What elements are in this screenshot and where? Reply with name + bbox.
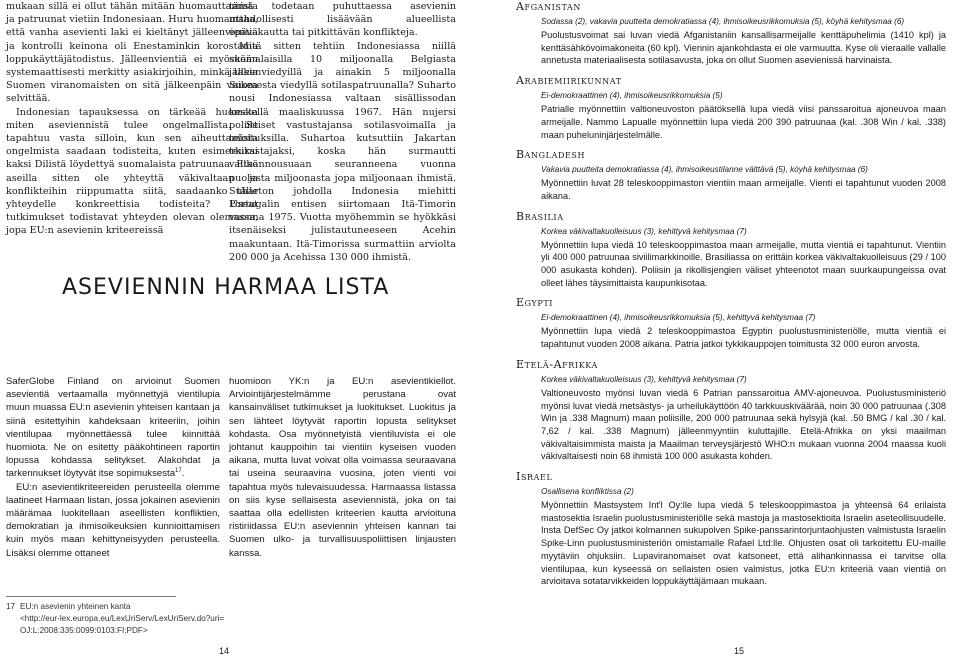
footnote-divider — [6, 596, 176, 597]
paragraph — [6, 375, 220, 481]
country-criteria: Korkea väkivaltakuolleisuus (3), kehittyvä kehitysmaa (7) — [541, 374, 747, 384]
country-entry — [516, 470, 946, 588]
country-description: Myönnettiin lupa viedä 2 teleskooppimastoa Egyptin puolustusministeriölle, mutta vientiä ei tapahtunut vuoden 2008 aikana. Patria jatkoi tykkikauppojen toimitusta 32 000 euron arvosta. — [541, 326, 946, 350]
footnote-marker: 17 — [175, 468, 182, 475]
page-number-left: 14 — [219, 646, 230, 656]
country-entry — [516, 0, 946, 67]
country-list — [516, 0, 946, 595]
intro-left-text — [6, 375, 220, 560]
paragraph: EU:n asevientikriteereiden perusteella olemme laatineet Harmaan listan, jossa jokainen asevienin määrämaa luokitellaan aseellisten konfliktien, demokratian ja ihmisoikeuksien kunnioittamisen kuin myös maan kehittyneisyyden perusteella. Lisäksi olemme ottaneet — [6, 481, 220, 559]
paragraph: Mitä sitten tehtiin Indonesiassa niillä suomalaisilla 10 miljoonalla Belgiasta jälleenviedyillä ja ainakin 5 miljoonalla Suomesta viedyllä sotilaspatruunalla? Suharto nousi Indonesiassa valtaan sisällissodan keskellä maaliskuussa 1967. Hän nujersi poliittiset vastustajansa sotilasvoimalla ja teloituksilla. Suhartoa kutsuttiin Jakartan teurastajaksi, koska hän surmautti valtaannousuaan seuranneena vuonna puolesta miljoonasta jopa miljoonaan ihmistä. Suharton johdolla Indonesia miehitti Portugalin entisen siirtomaan Itä-Timorin vuonna 1975. Vuotta myöhemmin se hyökkäsi itsenäiseksi julistautuneeseen Acehin maakuntaan. Itä-Timorissa surmattiin arviolta 200 000 ja Acehissa 130 000 ihmistä. — [229, 40, 456, 263]
country-entry — [516, 210, 946, 290]
footnote — [6, 601, 246, 637]
country-criteria: Ei-demokraattinen (4), ihmisoikeusrikkomuksia (5) — [541, 91, 723, 101]
paragraph-text: SaferGlobe Finland on arvioinut Suomen asevientiä vertaamalla myönnettyjä vientilupia muun muassa EU:n asevienin yhteisen kantaan ja siinä esitettyihin kahdeksaan kriteeriin, joihin vientilupaa myönnettäessä tulee kiinnittää huomiota. Ne on esitetty pääkohtineen raportin lopussa kohdassa selitykset. Alakohdat ja tarkennukset löytyvät itse sopimuksesta — [6, 376, 220, 480]
footnote-text: EU:n asevienin yhteinen kanta — [20, 602, 131, 611]
paragraph: tämä todetaan puhuttaessa asevienin mahdollisesti lisäävään alueellista epävakautta tai pitkittävän konflikteja. — [229, 1, 456, 39]
country-entry — [516, 296, 946, 350]
left-column-text — [6, 0, 258, 238]
paragraph-end: . — [181, 468, 185, 480]
country-name: Brasilia — [516, 209, 564, 223]
country-criteria: Korkea väkivaltakuolleisuus (3), kehittyvä kehitysmaa (7) — [541, 226, 747, 236]
country-description: Myönnettiin lupa viedä 10 teleskooppimastoa maan armeijalle, mutta vientiä ei tapahtunut. Vientiin yli 400 000 patruunaa siviilimarkkinoille. Brasiliassa on erittäin korkea väkivaltakuolleisuus (29 / 100 000 asukasta kohden). Poliisin ja rikollisjengien väliset yhteenotot maan suurkaupungeissa ovat olleet lähes täysimittaista kaupunkisotaa. — [541, 239, 946, 288]
country-criteria: Sodassa (2), vakavia puutteita demokratiassa (4), ihmisoikeusrikkomuksia (5), köyhä kehitysmaa (6) — [541, 17, 905, 26]
country-name: Afganistan — [516, 0, 581, 13]
country-description: Myönnettiin luvat 28 teleskooppimaston vientiin maan armeijalle. Vienti ei tapahtunut vuoden 2008 aikana. — [541, 178, 946, 201]
footnote-line — [6, 601, 246, 613]
country-description: Myönnettiin Mastsystem Int'l Oy:lle lupa viedä 5 teleskooppimastoa ja yhteensä 64 erilaista mastosektia Israelin puolustusministeriölle sekä mastoja ja mastosektioita Israelin aseteollisuudelle. Insta DefSec Oy jatkoi kolmannen sukupolven Spike-panssarintorjuntaohjusten valmistusta Israelin Spike-Linn puolustusministeriön omistamalle Rafael Ltd:lle. Ohjusten osat oli tarkoitettu EU-maille myytäviin ohjuksiin. Lupaviranomaiset ovat katsoneet, että alihankinnassa ei tarvitse olla vientilupaa, kun kyseessä on sellaisten osien valmistus, jotka EU:n kriteeriä vaan vientiä on arvioitava sotatarvikkeiden loppukäyttäjämaan mukaan. — [541, 500, 946, 587]
country-criteria: Osallisena konfliktissa (2) — [541, 487, 634, 497]
country-name: Israel — [516, 470, 553, 484]
country-description: Valtioneuvosto myönsi luvan viedä 6 Patrian panssaroitua AMV-ajoneuvoa. Puolustusministeriö myönsi luvat viedä metsästys- ja urheilukäyttöön 40 tarkkuuskiväärää, noin 30 000 patruunaa (.308 Win ja .338 Magnum) maan poliisille, 200 000 patruunaa sekä hylsyjä (kal. .50 BMG / kal .30 / kal. 7,62 / kal. .338 Magnum) jälleenmyyntiin kuluttajille. Etelä-Afrikka on yksi maailman väkivaltaisimmista maista ja Maailman terveysjärjestö WHO:n mukaan vuonna 2004 maassa kuoli väkivaltaisesti noin 68 ihmistä 100 000 asukasta kohden. — [541, 387, 946, 462]
country-criteria: Ei-demokraattinen (4), ihmisoikeusrikkomuksia (5), kehittyvä kehitysmaa (7) — [541, 313, 816, 323]
paragraph: mukaan sillä ei ollut tähän mitään huomauttamista ja patruunat vietiin Indonesiaan. Huru huomauttaa, että vanha asevienti laki ei kieltänyt jälleenvientiä ja kontrolli keinona oli Enestaminkin korostama loppukäyttäjätodistus. Jälleenvientiä ei myöskään systemaattisesti merkitty asiakirjoihin, minkä takia Suomen viranomaisten on sitä jälkeenpäin vaikea selvittää. — [6, 1, 258, 105]
paragraph: huomioon YK:n ja EU:n asevientikiellot. Arviointijärjestelmämme perustana ovat kansainväliset tutkimukset ja luokitukset. Luokitus ja sen lähteet löytyvät raportin lopusta selitykset kohdasta. Osa myönnetyistä vientiluvista ei ole johtanut kauppoihin tai vientiin kyseisen vuoden aikana, mutta luvat voivat olla voimassa seuraavana tai useina seuraavina vuosina, joten vienti voi tapahtua myös tulevaisuudessa. Harmaassa listassa on siis kyse sellaisesta aseviennistä, joka on tai saattaa olla edellisten kriteerien kautta arvioituna ristiriidassa EU:n aseviennin yhteisen kannan tai Suomen ulko- ja turvallisuuspoliittisen linjausten kanssa. — [229, 376, 456, 559]
country-description: Patrialle myönnettiin valtioneuvoston päätöksellä lupa viedä viisi panssaroitua ajoneuvoa maan armeijalle. Nammo Lapualle myönnettiin lupa viedä 200 390 patruunaa (kal. .308 Win / kal. .338) maan puheluninjärjestelmälle. — [541, 104, 946, 140]
country-entry — [516, 74, 946, 141]
middle-column-text — [229, 0, 456, 264]
footnote-link[interactable]: <http://eur-lex.europa.eu/LexUriServ/LexUriServ.do?uri= — [20, 614, 225, 623]
footnote-number: 17 — [6, 602, 16, 611]
page-number-right: 15 — [734, 646, 745, 656]
country-criteria: Vakavia puutteita demokratiassa (4), ihmisoikeustilanne välttävä (5), köyhä kehitysmaa (6) — [541, 165, 868, 175]
paragraph: Indonesian tapauksessa on tärkeää huomata miten aseviennistä tulee ongelmallista. Se tapahtuu vasta silloin, kun sen aiheuttamista ongelmista saadaan todisteita, kuten esimerkiksi kaksi Dilistä löydettyä suomalaista patruunaa. Eikö aseilla sitten ole yhteyttä väkivaltaan ja konflikteihin riippumatta siitä, saadaanko tälle yhteydelle konkreettisia todisteita? Useat tutkimukset todistavat yhteyden olevan olemassa, jopa EU:n asevienin kriteereissä — [6, 106, 258, 237]
intro-middle-text — [229, 375, 456, 560]
country-name: Bangladesh — [516, 148, 586, 162]
country-name: Egypti — [516, 296, 554, 310]
country-entry — [516, 148, 946, 202]
country-description: Puolustusvoimat sai luvan viedä Afganistaniin kansallisarmeijalle kenttäpuhelimia (1410 kpl) ja kenttäsähkövoimakoneita (60 kpl). Viennin ajankohdasta ei ole varmuutta. Kyse oli vieraalle vallalle annetusta materiaalisesta sotilasavusta, joka on ollut Suomen asevienissä harvinaista. — [541, 30, 946, 66]
section-heading: ASEVIENNIN HARMAA LISTA — [62, 275, 390, 300]
country-name: Arabiemiirikunnat — [516, 74, 622, 88]
country-entry — [516, 358, 946, 463]
country-name: Etelä-Afrikka — [516, 357, 598, 371]
footnote-link-cont[interactable]: OJ:L:2008:335:0099:0103:FI:PDF> — [20, 626, 148, 635]
